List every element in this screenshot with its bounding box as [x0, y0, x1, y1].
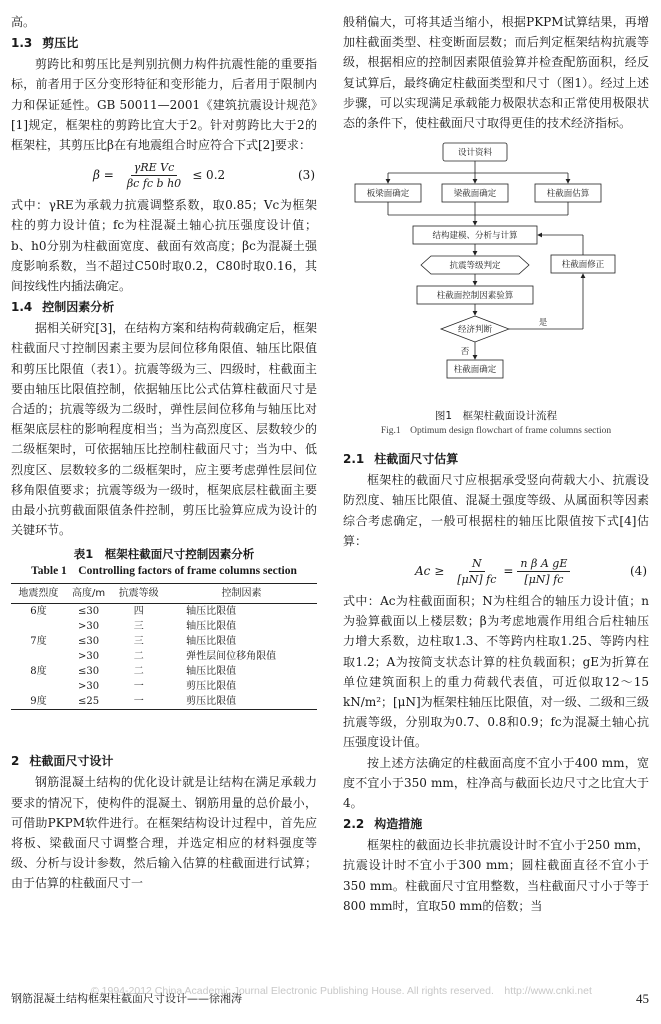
page-number: 45	[636, 991, 649, 1006]
flow-label-beam: 梁截面确定	[453, 189, 497, 200]
section-1-4-heading: 1.4 控制因素分析	[11, 300, 115, 315]
equation-4	[343, 553, 649, 589]
table-cell: ≤30	[78, 636, 100, 648]
flowchart-svg	[343, 137, 649, 407]
table-cell: 一	[133, 681, 144, 693]
paragraph-control-factors: 据相关研究[3]，在结构方案和结构荷载确定后，框架柱截面尺寸控制因素主要为层间位移角限值、轴压比限值和剪压比限值（表1）。抗震等级为三、四级时，柱截面主要由轴压比限值控制，依据轴压比公式估算柱截面尺寸是合适的；抗震等级为二级时，弹性层间位移角与轴压比对框架底层柱的影响程度相当；当为高烈度区、层数较少的二级框架时，可依据轴压比控制柱截面尺寸；当为中、低烈度区、层数较多的二级框架时，应主要考虑弹性层间位移角限值要求；抗震等级为一级时，框架底层柱截面主要由最小抗剪截面限值条件控制，剪压比验算应成为设计的关键环节。	[11, 321, 317, 538]
left-column	[11, 12, 317, 894]
table-row	[11, 664, 317, 679]
equation-4-number: (4)	[630, 564, 647, 579]
table-cell: ≤25	[66, 694, 111, 710]
flow-label-column-modify: 柱截面修正	[561, 260, 605, 271]
table-cell: 9度	[11, 694, 66, 710]
table-cell: 三	[133, 621, 144, 633]
paragraph-continued: 高。	[11, 15, 36, 29]
table-cell: ≤30	[78, 666, 100, 678]
table-header-cell: 抗震等级	[111, 584, 166, 604]
table-cell: >30	[78, 681, 100, 693]
table-cell	[11, 679, 66, 694]
table-header-cell: 地震烈度	[11, 584, 66, 604]
table-cell: 8度	[30, 666, 47, 678]
flow-label-column-estimate: 柱截面估算	[546, 189, 590, 200]
table-cell	[11, 619, 66, 634]
figure-1-caption-zh: 图1 框架柱截面设计流程	[434, 410, 558, 423]
figure-1-flowchart	[343, 137, 649, 407]
paragraph-column-design: 钢筋混凝土结构的优化设计就是让结构在满足承载力要求的情况下，使构件的混凝土、钢筋用量的总价最小，可借助PKPM软件进行。在框架结构设计过程中，首先应将板、梁截面尺寸调整合理，并选定相应的材料强度等级、分析与设计参数，然后输入估算的柱截面进行试算；由于估算的柱截面尺寸一	[11, 775, 317, 891]
equation-3	[11, 157, 317, 193]
flow-label-yes: 是	[538, 318, 548, 329]
table-row	[11, 604, 317, 620]
table-cell: >30	[78, 651, 100, 663]
flow-label-column-final: 柱截面确定	[453, 365, 497, 376]
table-1	[11, 583, 317, 710]
table-cell: 轴压比限值	[186, 636, 237, 648]
equation-4-fraction-2	[517, 556, 570, 587]
table-cell: 三	[133, 636, 144, 648]
equation-3-fraction	[124, 160, 184, 191]
equation-4-numerator-2: n β A gE	[517, 556, 570, 572]
table-row	[11, 619, 317, 634]
table-cell: 四	[133, 606, 144, 618]
paragraph-shear-ratio: 剪跨比和剪压比是判别抗侧力构件抗震性能的重要指标，前者用于区分变形特征和变形能力，后者用于限制内力和保证延性。GB 50011—2001《建筑抗震设计规范》[1]规定，框架柱的剪跨比宜大于2。针对剪跨比大于2的框架柱，其剪压比β在有地震组合时应符合下式[2]要求：	[11, 57, 317, 153]
paragraph-size-limits: 按上述方法确定的柱截面高度不宜小于400 mm，宽度不宜小于350 mm，柱净高与截面长边尺寸之比宜大于4。	[343, 755, 649, 811]
table-cell: 剪压比限值	[166, 694, 317, 710]
table-cell: 轴压比限值	[186, 606, 237, 618]
table-cell: 6度	[30, 606, 47, 618]
flow-label-slab: 板梁面确定	[366, 189, 410, 200]
figure-1-caption-en: Fig.1 Optimum design flowchart of frame columns section	[380, 426, 612, 437]
paragraph-estimation: 框架柱的截面尺寸应根据承受竖向荷载大小、抗震设防烈度、轴压比限值、混凝土强度等级、从属面积等因素综合考虑确定，一般可根据柱的轴压比限值按下式[4]估算：	[343, 473, 649, 548]
running-title: 钢筋混凝土结构框架柱截面尺寸设计——徐湘涛	[11, 992, 242, 1005]
paragraph-equation-4-notes: 式中：Ac为柱截面面积；N为柱组合的轴压力设计值；n为验算截面以上楼层数；β为考虑地震作用组合后柱轴压力增大系数，边柱取1.3、不等跨内柱取1.25、等跨内柱取1.2；A为按简支状态计算的柱负载面积；gE为折算在单位建筑面积上的重力荷载代表值，可近似取12～15 kN/m²；[μN]为框架柱轴压比限值，对一级、二级和三级抗震等级，分别取为0.7、0.8和0.9；fc为混凝土轴心抗压强度设计值。	[343, 594, 649, 750]
copyright-watermark: © 1994-2012 China Academic Journal Electronic Publishing House. All rights reserved. http://www.cnki.net	[91, 985, 592, 997]
flow-label-analysis: 结构建模、分析与计算	[432, 231, 518, 242]
flow-label-design-data: 设计资料	[457, 148, 493, 159]
equation-4-denominator-2: [μN] fc	[524, 572, 564, 586]
table-header-cell: 高度/m	[66, 584, 111, 604]
equation-4-lhs: Ac ≥	[415, 563, 445, 578]
table-cell: 7度	[30, 636, 47, 648]
flow-label-verify: 柱截面控制因素验算	[436, 291, 514, 302]
table-row	[11, 634, 317, 649]
table-row	[11, 649, 317, 664]
section-1-3-heading: 1.3 剪压比	[11, 36, 79, 51]
table-cell: 一	[111, 694, 166, 710]
equation-3-numerator: γRE Vc	[131, 160, 178, 176]
equation-3-lhs: β =	[93, 168, 114, 183]
table-cell: 二	[133, 651, 144, 663]
table-cell: ≤30	[78, 606, 100, 618]
flow-label-seismic-grade: 抗震等级判定	[449, 261, 501, 272]
equation-4-fraction-1	[454, 556, 499, 587]
table-1-title-zh: 表1 框架柱截面尺寸控制因素分析	[73, 547, 255, 562]
right-column	[343, 12, 649, 916]
paragraph-equation-3-notes: 式中：γRE为承载力抗震调整系数，取0.85；Vc为框架柱的剪力设计值；fc为柱混凝土轴心抗压强度设计值；b、h0分别为柱截面宽度、截面有效高度；βc为混凝土强度影响系数，当不超过C50时取0.2，C80时取0.16，其间按线性内插法确定。	[11, 198, 317, 294]
equation-3-rhs: ≤ 0.2	[192, 168, 226, 183]
equation-4-equals: =	[503, 563, 514, 578]
section-2-1-heading: 2.1 柱截面尺寸估算	[343, 452, 459, 467]
table-cell: 弹性层间位移角限值	[186, 651, 277, 663]
equation-3-number: (3)	[298, 168, 315, 183]
table-1-header-row	[11, 584, 317, 604]
table-row	[11, 679, 317, 694]
table-cell: 剪压比限值	[186, 681, 237, 693]
paragraph-continued-right: 般稍偏大，可将其适当缩小，根据PKPM试算结果，再增加柱截面类型、柱变断面层数；而后判定框架结构抗震等级，根据相应的控制因素限值验算并检查配筋面积，经反复试算后，最终确定柱截面类型和尺寸（图1）。经过上述步骤，可以实现满足承载能力极限状态和正常使用极限状态的条件下，使柱截面尺寸取得更佳的技术经济指标。	[343, 15, 649, 131]
table-cell: >30	[78, 621, 100, 633]
table-cell: 轴压比限值	[186, 666, 237, 678]
flow-label-no: 否	[460, 347, 470, 358]
section-2-2-heading: 2.2 构造措施	[343, 817, 423, 832]
page-footer	[11, 985, 651, 1006]
equation-4-denominator-1: [μN] fc	[457, 572, 497, 586]
equation-4-numerator-1: N	[469, 556, 485, 572]
equation-3-denominator: βc fc b h0	[126, 176, 182, 190]
table-cell	[11, 649, 66, 664]
paragraph-detailing: 框架柱的截面边长非抗震设计时不宜小于250 mm，抗震设计时不宜小于300 mm；圆柱截面直径不宜小于350 mm。柱截面尺寸宜用整数，当柱截面尺寸小于等于800 mm时，宜取50 mm的倍数；当	[343, 838, 649, 913]
table-row	[11, 694, 317, 710]
table-cell: 轴压比限值	[186, 621, 237, 633]
table-1-title-en: Table 1 Controlling factors of frame columns section	[31, 565, 297, 578]
flow-label-economic-check: 经济判断	[457, 325, 493, 336]
table-header-cell: 控制因素	[166, 584, 317, 604]
table-cell: 二	[133, 666, 144, 678]
section-2-heading: 2 柱截面尺寸设计	[11, 754, 114, 769]
